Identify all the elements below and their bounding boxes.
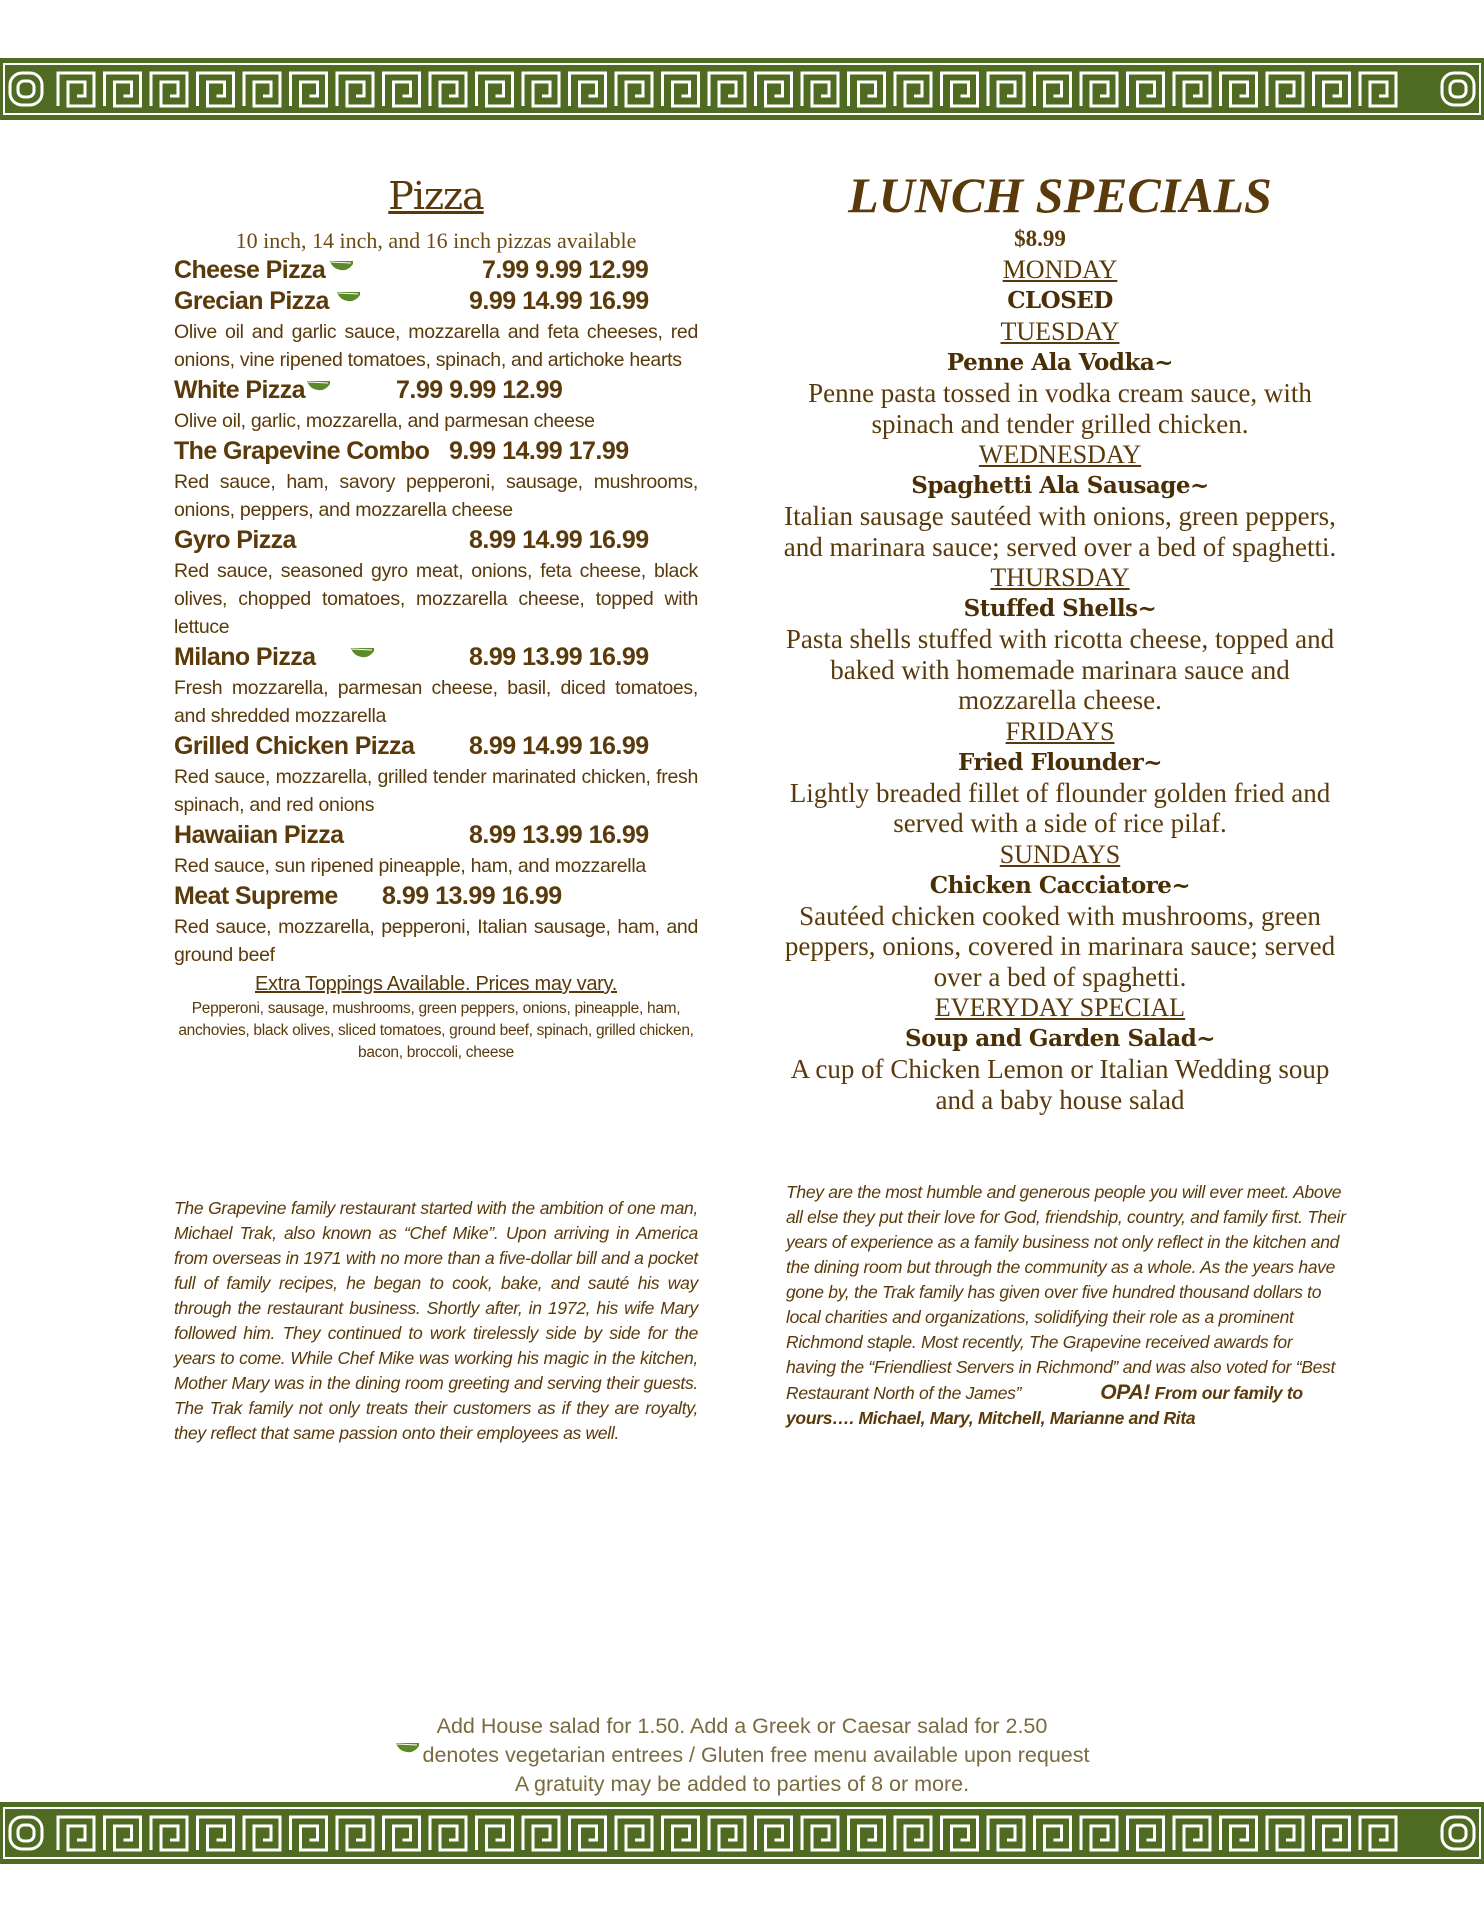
day-heading: MONDAY <box>1002 255 1118 284</box>
greek-key-motif <box>1035 73 1071 106</box>
day-heading: FRIDAYS <box>1005 716 1115 746</box>
extra-toppings-list: Pepperoni, sausage, mushrooms, green peppers, onions, pineapple, ham, anchovies, black olives, sliced tomatoes, ground beef, spinach, grilled chicken, bacon, broccoli, cheese <box>178 1000 694 1061</box>
greek-key-motif <box>942 73 978 106</box>
item-description: Fresh mozzarella, parmesan cheese, basil, diced tomatoes, and shredded mozzarella <box>174 677 698 727</box>
greek-key-motif <box>570 73 606 106</box>
greek-key-motif <box>430 73 466 106</box>
greek-key-motif <box>849 73 885 106</box>
greek-key-motif <box>523 73 559 106</box>
menu-item-cheese-pizza <box>174 256 698 287</box>
menu-item-grilled-chicken-pizza <box>174 732 698 763</box>
leaf-icon <box>350 646 376 660</box>
special-name: CLOSED <box>1007 287 1113 314</box>
greek-key-motif <box>895 1817 931 1850</box>
greek-key-motif <box>1221 73 1257 106</box>
item-description: Red sauce, mozzarella, grilled tender marinated chicken, fresh spinach, and red onions <box>174 766 698 816</box>
greek-key-motif <box>477 1817 513 1850</box>
greek-key-motif <box>105 73 141 106</box>
greek-key-motif <box>1128 1817 1164 1850</box>
greek-key-motif <box>988 73 1024 106</box>
greek-key-motif <box>1174 73 1210 106</box>
greek-key-motif <box>663 73 699 106</box>
item-prices: 8.99 13.99 16.99 <box>382 882 562 910</box>
menu-item-white-pizza <box>174 376 698 407</box>
special-name: Stuffed Shells~ <box>963 595 1157 622</box>
day-heading: EVERYDAY SPECIAL <box>934 993 1186 1022</box>
day-heading: WEDNESDAY <box>978 440 1142 469</box>
leaf-icon <box>306 379 332 393</box>
greek-key-motif <box>291 1817 327 1850</box>
greek-key-motif <box>616 1817 652 1850</box>
item-description: Red sauce, ham, savory pepperoni, sausage, mushrooms, onions, peppers, and mozzarella cheese <box>174 471 698 521</box>
greek-key-motif <box>291 73 327 106</box>
greek-key-motif <box>1314 73 1350 106</box>
greek-key-pattern <box>0 58 1484 120</box>
pizza-sizes-note: 10 inch, 14 inch, and 16 inch pizzas available <box>235 228 637 253</box>
greek-key-motif <box>1035 1817 1071 1850</box>
greek-key-motif <box>105 1817 141 1850</box>
item-prices: 9.99 14.99 17.99 <box>449 437 629 465</box>
greek-key-motif <box>337 73 373 106</box>
item-name: Meat Supreme <box>174 882 338 910</box>
greek-key-motif <box>151 73 187 106</box>
greek-key-motif <box>1221 1817 1257 1850</box>
greek-key-motif <box>244 73 280 106</box>
item-description: Red sauce, seasoned gyro meat, onions, feta cheese, black olives, chopped tomatoes, mozzarella cheese, topped with lettuce <box>174 560 698 638</box>
menu-item-hawaiian-pizza <box>174 821 698 852</box>
greek-key-motif <box>523 1817 559 1850</box>
leaf-icon <box>395 1741 421 1755</box>
special-name: Penne Ala Vodka~ <box>946 349 1174 376</box>
greek-key-motif <box>942 1817 978 1850</box>
item-prices: 7.99 9.99 12.99 <box>396 376 563 404</box>
item-name: Cheese Pizza <box>174 256 326 284</box>
item-name: Grecian Pizza <box>174 287 329 315</box>
greek-key-motif <box>1081 73 1117 106</box>
menu-item-grecian-pizza <box>174 287 698 318</box>
greek-key-motif <box>570 1817 606 1850</box>
greek-key-motif <box>1267 1817 1303 1850</box>
item-name: Gyro Pizza <box>174 526 296 554</box>
greek-key-motif <box>895 73 931 106</box>
extra-toppings-title: Extra Toppings Available. Prices may vary. <box>254 973 618 995</box>
lunch-price: $8.99 <box>1014 226 1066 251</box>
footer-notes <box>0 1712 1484 1799</box>
greek-key-motif <box>151 1817 187 1850</box>
greek-key-motif <box>1174 1817 1210 1850</box>
item-name: The Grapevine Combo <box>174 437 430 465</box>
special-description: Pasta shells stuffed with ricotta cheese, topped and baked with homemade marinara sauce and mozzarella cheese. <box>785 624 1335 715</box>
special-name: Spaghetti Ala Sausage~ <box>911 472 1209 499</box>
greek-key-border-top <box>0 58 1484 120</box>
special-description: Penne pasta tossed in vodka cream sauce, with spinach and tender grilled chicken. <box>808 378 1312 439</box>
item-prices: 8.99 14.99 16.99 <box>469 526 649 554</box>
greek-key-motif <box>1081 1817 1117 1850</box>
greek-key-motif <box>58 1817 94 1850</box>
greek-key-motif <box>1360 73 1396 106</box>
special-name: Chicken Cacciatore~ <box>929 871 1191 899</box>
day-heading: THURSDAY <box>990 563 1130 592</box>
item-name: White Pizza <box>174 376 305 404</box>
item-prices: 8.99 14.99 16.99 <box>469 732 649 760</box>
item-prices: 9.99 14.99 16.99 <box>469 287 649 315</box>
special-name: Fried Flounder~ <box>958 748 1162 776</box>
item-description: Olive oil and garlic sauce, mozzarella and feta cheeses, red onions, vine ripened tomatoes, spinach, and artichoke hearts <box>174 321 698 371</box>
day-heading: TUESDAY <box>1000 317 1120 346</box>
story-right-paragraph <box>786 1180 1346 1431</box>
story-right-text: They are the most humble and generous people you will ever meet. Above all else they put their love for God, friendship, country, and family first. Their years of experience as a family business not only reflect in the kitchen and the dining room but through the community as a whole. As the years have gone by, the Trak family has given over five hundred thousand dollars to local charities and organizations, solidifying their role as a prominent Richmond staple. Most recently, The Grapevine received awards for having the “Friendliest Servers in Richmond” and was also voted for “Best Restaurant North of the James” <box>786 1182 1346 1403</box>
opa-text: OPA! <box>1100 1381 1151 1404</box>
greek-key-motif <box>709 1817 745 1850</box>
item-prices: 8.99 13.99 16.99 <box>469 821 649 849</box>
menu-item-grapevine-combo <box>174 437 698 468</box>
menu-item-gyro-pizza <box>174 526 698 557</box>
item-prices: 7.99 9.99 12.99 <box>482 256 649 284</box>
greek-key-border-bottom <box>0 1802 1484 1864</box>
special-name: Soup and Garden Salad~ <box>904 1025 1216 1052</box>
day-heading: SUNDAYS <box>999 839 1121 869</box>
greek-key-motif <box>477 73 513 106</box>
greek-key-motif <box>1128 73 1164 106</box>
item-prices: 8.99 13.99 16.99 <box>469 643 649 671</box>
greek-key-motif <box>430 1817 466 1850</box>
greek-key-motif <box>802 1817 838 1850</box>
menu-item-milano-pizza <box>174 643 698 674</box>
lunch-specials-section <box>780 167 1340 1115</box>
greek-key-motif <box>1267 73 1303 106</box>
item-description: Red sauce, mozzarella, pepperoni, Italian sausage, ham, and ground beef <box>174 916 698 966</box>
special-description: Lightly breaded fillet of flounder golden fried and served with a side of rice pilaf. <box>789 777 1331 838</box>
greek-key-motif <box>198 73 234 106</box>
greek-key-motif <box>1360 1817 1396 1850</box>
family-signoff: From our family to yours…. Michael, Mary, Mitchell, Marianne and Rita <box>786 1383 1303 1428</box>
item-name: Hawaiian Pizza <box>174 821 344 849</box>
story-left-paragraph: The Grapevine family restaurant started with the ambition of one man, Michael Trak, also known as “Chef Mike”. Upon arriving in America from overseas in 1971 with no more than a five-dollar bill and a pocket full of family recipes, he began to cook, bake, and sauté his way through the restaurant business. Shortly after, in 1972, his wife Mary followed him. They continued to work tirelessly side by side for the years to come. While Chef Mike was working his magic in the kitchen, Mother Mary was in the dining room greeting and serving their guests. The Trak family not only treats their customers as if they are royalty, they reflect that same passion onto their employees as well. <box>174 1198 698 1443</box>
item-name: Milano Pizza <box>174 643 316 671</box>
greek-key-motif <box>1314 1817 1350 1850</box>
special-description: A cup of Chicken Lemon or Italian Wedding soup and a baby house salad <box>790 1054 1330 1115</box>
greek-key-motif <box>988 1817 1024 1850</box>
greek-key-motif <box>58 73 94 106</box>
item-description: Olive oil, garlic, mozzarella, and parmesan cheese <box>174 410 595 432</box>
footer-salad-note: Add House salad for 1.50. Add a Greek or Caesar salad for 2.50 <box>436 1714 1048 1738</box>
greek-key-motif <box>384 73 420 106</box>
leaf-icon <box>336 290 362 304</box>
greek-key-motif <box>337 1817 373 1850</box>
greek-key-motif <box>802 73 838 106</box>
greek-key-motif <box>756 73 792 106</box>
footer-gratuity-note: A gratuity may be added to parties of 8 or more. <box>514 1772 970 1796</box>
greek-key-motif <box>198 1817 234 1850</box>
greek-key-pattern <box>0 1802 1484 1864</box>
greek-key-motif <box>756 1817 792 1850</box>
greek-key-motif <box>709 73 745 106</box>
lunch-specials-title: LUNCH SPECIALS <box>848 167 1272 223</box>
greek-key-motif <box>244 1817 280 1850</box>
special-description: Sautéed chicken cooked with mushrooms, green peppers, onions, covered in marinara sauce; served over a bed of spaghetti. <box>784 900 1336 992</box>
greek-key-motif <box>384 1817 420 1850</box>
item-name: Grilled Chicken Pizza <box>174 732 415 760</box>
menu-item-meat-supreme <box>174 882 698 913</box>
greek-key-motif <box>849 1817 885 1850</box>
footer-vegetarian-note: denotes vegetarian entrees / Gluten free menu available upon request <box>422 1743 1090 1767</box>
pizza-title: Pizza <box>388 174 484 218</box>
leaf-icon <box>329 259 355 273</box>
greek-key-motif <box>663 1817 699 1850</box>
greek-key-motif <box>616 73 652 106</box>
item-description: Red sauce, sun ripened pineapple, ham, and mozzarella <box>174 855 646 877</box>
footer-vegetarian-line <box>0 1741 1484 1770</box>
special-description: Italian sausage sautéed with onions, green peppers, and marinara sauce; served over a bed of spaghetti. <box>783 501 1337 562</box>
pizza-section <box>174 170 698 1064</box>
